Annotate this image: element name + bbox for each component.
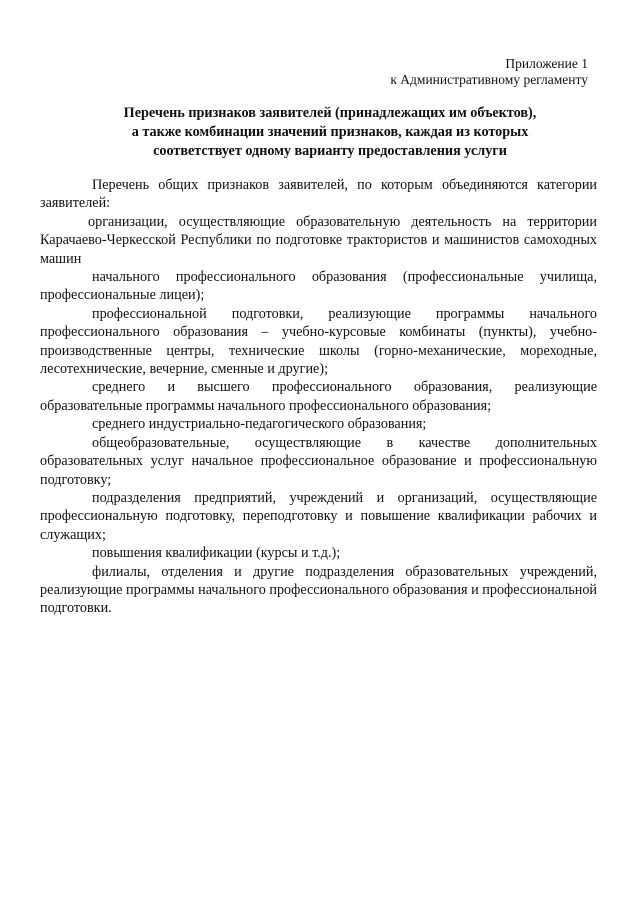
paragraph-branches: филиалы, отделения и другие подразделения образовательных учреждений, реализующие программы начального профессионального образования и профессиональной подготовки. [40, 563, 597, 617]
title-line-1: Перечень признаков заявителей (принадлежащих им объектов), [123, 105, 537, 121]
paragraph-organizations: организации, осуществляющие образовательную деятельность на территории Карачаево-Черкесской Республики по подготовке трактористов и машинистов самоходных машин [40, 213, 597, 267]
paragraph-secondary-higher: среднего и высшего профессионального образования, реализующие образовательные программы начального профессионального образования; [40, 379, 597, 414]
paragraph-enterprise-divisions: подразделения предприятий, учреждений и организаций, осуществляющие профессиональную подготовку, переподготовку и повышение квалификации рабочих и служащих; [40, 489, 597, 543]
title-line-3: соответствует одному варианту предоставления услуги [153, 143, 507, 159]
appendix-reference: к Административному регламенту [390, 72, 588, 87]
paragraph-intro: Перечень общих признаков заявителей, по которым объединяются категории заявителей: [40, 177, 597, 212]
appendix-header [390, 56, 588, 88]
paragraph-primary-vocational: начального профессионального образования (профессиональные училища, профессиональные лицеи); [40, 269, 597, 304]
appendix-number: Приложение 1 [505, 56, 588, 71]
paragraph-qualification-courses: повышения квалификации (курсы и т.д.); [92, 545, 341, 562]
document-body [40, 176, 597, 618]
paragraph-industrial-pedagogical: среднего индустриально-педагогического образования; [92, 416, 427, 433]
paragraph-vocational-training: профессиональной подготовки, реализующие программы начального профессионального образования – учебно-курсовые комбинаты (пункты), учебно-производственные центры, технические школы (горно-механические, мореходные, лесотехнические, вечерние, сменные и другие); [40, 305, 597, 378]
title-line-2: а также комбинации значений признаков, каждая из которых [131, 124, 529, 140]
document-title [60, 104, 600, 161]
paragraph-general-education: общеобразовательные, осуществляющие в качестве дополнительных образовательных услуг начальное профессиональное образование и профессиональную подготовку; [40, 434, 597, 488]
